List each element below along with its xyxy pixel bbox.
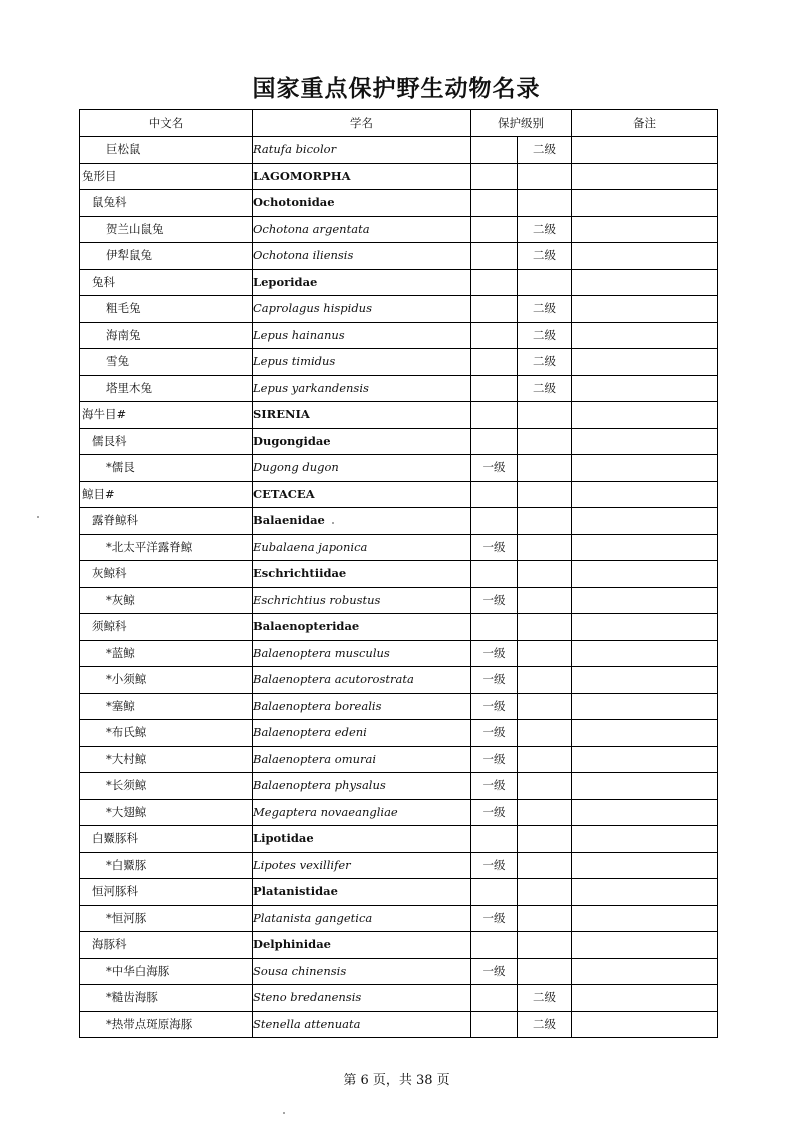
grade-two-cell <box>518 932 572 959</box>
remarks-cell <box>572 720 718 747</box>
remarks-cell <box>572 190 718 217</box>
page-title: 国家重点保护野生动物名录 <box>252 75 541 102</box>
grade-two-cell <box>518 746 572 773</box>
remarks-cell <box>572 932 718 959</box>
table-row <box>80 375 718 402</box>
grade-two-cell: 二级 <box>518 322 572 349</box>
table-row <box>80 508 718 535</box>
grade-one-cell: 一级 <box>471 773 518 800</box>
grade-one-cell <box>471 428 518 455</box>
table-row <box>80 614 718 641</box>
table-row <box>80 402 718 429</box>
grade-one-cell: 一级 <box>471 799 518 826</box>
remarks-cell <box>572 163 718 190</box>
scientific-name-cell: Balaenoptera musculus <box>253 640 471 667</box>
table-row <box>80 163 718 190</box>
grade-two-cell <box>518 640 572 667</box>
grade-two-cell <box>518 561 572 588</box>
chinese-name-cell: *恒河豚 <box>80 905 253 932</box>
remarks-cell <box>572 269 718 296</box>
grade-two-cell: 二级 <box>518 349 572 376</box>
grade-two-cell <box>518 587 572 614</box>
remarks-cell <box>572 693 718 720</box>
grade-two-cell <box>518 905 572 932</box>
chinese-name-cell: 海南兔 <box>80 322 253 349</box>
grade-two-cell: 二级 <box>518 216 572 243</box>
chinese-name-cell: 灰鲸科 <box>80 561 253 588</box>
remarks-cell <box>572 587 718 614</box>
grade-two-cell: 二级 <box>518 137 572 164</box>
grade-one-cell <box>471 269 518 296</box>
grade-two-cell <box>518 534 572 561</box>
grade-one-cell <box>471 985 518 1012</box>
remarks-cell <box>572 799 718 826</box>
grade-one-cell <box>471 402 518 429</box>
scientific-name-cell: Dugongidae <box>253 428 471 455</box>
grade-one-cell <box>471 508 518 535</box>
chinese-name-cell: *中华白海豚 <box>80 958 253 985</box>
scientific-name-cell: SIRENIA <box>253 402 471 429</box>
chinese-name-cell: 贺兰山鼠兔 <box>80 216 253 243</box>
grade-one-cell <box>471 322 518 349</box>
table-row <box>80 985 718 1012</box>
chinese-name-cell: *大翅鲸 <box>80 799 253 826</box>
remarks-cell <box>572 958 718 985</box>
scientific-name-cell: Balaenoptera edeni <box>253 720 471 747</box>
remarks-cell <box>572 428 718 455</box>
scientific-name-cell: Ochotona argentata <box>253 216 471 243</box>
grade-one-cell <box>471 1011 518 1038</box>
grade-one-cell <box>471 375 518 402</box>
chinese-name-cell: 粗毛兔 <box>80 296 253 323</box>
chinese-name-cell: 伊犁鼠兔 <box>80 243 253 270</box>
header-protection-level: 保护级别 <box>471 110 572 137</box>
remarks-cell <box>572 879 718 906</box>
grade-one-cell <box>471 561 518 588</box>
grade-one-cell <box>471 932 518 959</box>
table-row <box>80 826 718 853</box>
scientific-name-cell: Ratufa bicolor <box>253 137 471 164</box>
chinese-name-cell: *塞鲸 <box>80 693 253 720</box>
table-row <box>80 852 718 879</box>
table-row <box>80 428 718 455</box>
scan-speck <box>37 516 39 518</box>
grade-two-cell <box>518 614 572 641</box>
grade-one-cell: 一级 <box>471 852 518 879</box>
scientific-name-cell: Delphinidae <box>253 932 471 959</box>
remarks-cell <box>572 455 718 482</box>
remarks-cell <box>572 534 718 561</box>
chinese-name-cell: *大村鲸 <box>80 746 253 773</box>
table-row <box>80 1011 718 1038</box>
scientific-name-cell: Balaenoptera acutorostrata <box>253 667 471 694</box>
table-row <box>80 269 718 296</box>
protected-species-table <box>79 109 718 1038</box>
grade-one-cell: 一级 <box>471 667 518 694</box>
table-row <box>80 693 718 720</box>
chinese-name-cell: 鼠兔科 <box>80 190 253 217</box>
scientific-name-cell: Balaenidae <box>253 508 471 535</box>
remarks-cell <box>572 773 718 800</box>
scientific-name-cell: Sousa chinensis <box>253 958 471 985</box>
chinese-name-cell: *长须鲸 <box>80 773 253 800</box>
grade-one-cell: 一级 <box>471 640 518 667</box>
scientific-name-cell: Ochotonidae <box>253 190 471 217</box>
remarks-cell <box>572 322 718 349</box>
remarks-cell <box>572 561 718 588</box>
grade-one-cell: 一级 <box>471 746 518 773</box>
table-row <box>80 296 718 323</box>
grade-one-cell: 一级 <box>471 693 518 720</box>
grade-two-cell <box>518 693 572 720</box>
chinese-name-cell: 塔里木兔 <box>80 375 253 402</box>
table-row <box>80 481 718 508</box>
remarks-cell <box>572 1011 718 1038</box>
grade-one-cell <box>471 137 518 164</box>
scientific-name-cell: Platanistidae <box>253 879 471 906</box>
grade-two-cell <box>518 402 572 429</box>
grade-one-cell <box>471 216 518 243</box>
header-remarks: 备注 <box>572 110 718 137</box>
chinese-name-cell: 兔形目 <box>80 163 253 190</box>
grade-two-cell <box>518 773 572 800</box>
grade-one-cell: 一级 <box>471 455 518 482</box>
grade-one-cell <box>471 349 518 376</box>
scientific-name-cell: Balaenoptera omurai <box>253 746 471 773</box>
chinese-name-cell: 露脊鲸科 <box>80 508 253 535</box>
grade-two-cell <box>518 852 572 879</box>
grade-two-cell <box>518 481 572 508</box>
chinese-name-cell: *布氏鲸 <box>80 720 253 747</box>
remarks-cell <box>572 481 718 508</box>
table-row <box>80 905 718 932</box>
table-row <box>80 455 718 482</box>
remarks-cell <box>572 667 718 694</box>
grade-two-cell: 二级 <box>518 1011 572 1038</box>
table-row <box>80 746 718 773</box>
chinese-name-cell: 雪兔 <box>80 349 253 376</box>
table-row <box>80 773 718 800</box>
chinese-name-cell: *白鱀豚 <box>80 852 253 879</box>
remarks-cell <box>572 508 718 535</box>
table-header-row <box>80 110 718 137</box>
table-row <box>80 190 718 217</box>
remarks-cell <box>572 243 718 270</box>
table-row <box>80 243 718 270</box>
grade-one-cell <box>471 243 518 270</box>
table-row <box>80 534 718 561</box>
grade-two-cell <box>518 799 572 826</box>
scientific-name-cell: Balaenopteridae <box>253 614 471 641</box>
remarks-cell <box>572 614 718 641</box>
chinese-name-cell: *热带点斑原海豚 <box>80 1011 253 1038</box>
remarks-cell <box>572 296 718 323</box>
chinese-name-cell: *北太平洋露脊鲸 <box>80 534 253 561</box>
grade-two-cell <box>518 720 572 747</box>
scientific-name-cell: Lipotidae <box>253 826 471 853</box>
scientific-name-cell: Megaptera novaeangliae <box>253 799 471 826</box>
header-chinese-name: 中文名 <box>80 110 253 137</box>
table-row <box>80 958 718 985</box>
table-row <box>80 216 718 243</box>
grade-two-cell <box>518 428 572 455</box>
remarks-cell <box>572 402 718 429</box>
grade-two-cell <box>518 508 572 535</box>
table-body <box>80 137 718 1038</box>
grade-two-cell <box>518 667 572 694</box>
table-row <box>80 587 718 614</box>
chinese-name-cell: 儒艮科 <box>80 428 253 455</box>
chinese-name-cell: 海豚科 <box>80 932 253 959</box>
chinese-name-cell: *蓝鲸 <box>80 640 253 667</box>
remarks-cell <box>572 640 718 667</box>
scan-speck <box>332 522 334 524</box>
grade-two-cell: 二级 <box>518 375 572 402</box>
chinese-name-cell: *灰鲸 <box>80 587 253 614</box>
remarks-cell <box>572 137 718 164</box>
grade-one-cell: 一级 <box>471 905 518 932</box>
remarks-cell <box>572 852 718 879</box>
table-row <box>80 349 718 376</box>
header-scientific-name: 学名 <box>253 110 471 137</box>
chinese-name-cell: *糙齿海豚 <box>80 985 253 1012</box>
scientific-name-cell: Eubalaena japonica <box>253 534 471 561</box>
remarks-cell <box>572 746 718 773</box>
table-row <box>80 720 718 747</box>
remarks-cell <box>572 826 718 853</box>
scientific-name-cell: Steno bredanensis <box>253 985 471 1012</box>
remarks-cell <box>572 216 718 243</box>
table-row <box>80 640 718 667</box>
grade-one-cell <box>471 614 518 641</box>
scientific-name-cell: Platanista gangetica <box>253 905 471 932</box>
chinese-name-cell: 白鱀豚科 <box>80 826 253 853</box>
grade-one-cell <box>471 190 518 217</box>
scientific-name-cell: Caprolagus hispidus <box>253 296 471 323</box>
chinese-name-cell: 鲸目# <box>80 481 253 508</box>
scientific-name-cell: Ochotona iliensis <box>253 243 471 270</box>
page-footer: 第 6 页，共 38 页 <box>343 1073 450 1088</box>
table-row <box>80 879 718 906</box>
scientific-name-cell: Balaenoptera borealis <box>253 693 471 720</box>
remarks-cell <box>572 375 718 402</box>
scientific-name-cell: Eschrichtiidae <box>253 561 471 588</box>
grade-one-cell: 一级 <box>471 720 518 747</box>
scientific-name-cell: Lepus yarkandensis <box>253 375 471 402</box>
grade-two-cell <box>518 826 572 853</box>
grade-two-cell: 二级 <box>518 243 572 270</box>
chinese-name-cell: 海牛目# <box>80 402 253 429</box>
grade-one-cell <box>471 163 518 190</box>
table-row <box>80 137 718 164</box>
scientific-name-cell: Lipotes vexillifer <box>253 852 471 879</box>
chinese-name-cell: 须鲸科 <box>80 614 253 641</box>
table-row <box>80 799 718 826</box>
grade-two-cell <box>518 455 572 482</box>
grade-two-cell <box>518 190 572 217</box>
grade-two-cell <box>518 879 572 906</box>
grade-one-cell <box>471 826 518 853</box>
grade-two-cell <box>518 958 572 985</box>
grade-one-cell <box>471 879 518 906</box>
grade-one-cell: 一级 <box>471 587 518 614</box>
chinese-name-cell: *儒艮 <box>80 455 253 482</box>
scientific-name-cell: Stenella attenuata <box>253 1011 471 1038</box>
table-row <box>80 322 718 349</box>
chinese-name-cell: 巨松鼠 <box>80 137 253 164</box>
scientific-name-cell: Eschrichtius robustus <box>253 587 471 614</box>
scientific-name-cell: LAGOMORPHA <box>253 163 471 190</box>
grade-one-cell: 一级 <box>471 958 518 985</box>
remarks-cell <box>572 349 718 376</box>
scientific-name-cell: Lepus timidus <box>253 349 471 376</box>
scientific-name-cell: CETACEA <box>253 481 471 508</box>
grade-one-cell <box>471 296 518 323</box>
table-row <box>80 932 718 959</box>
chinese-name-cell: 恒河豚科 <box>80 879 253 906</box>
grade-one-cell: 一级 <box>471 534 518 561</box>
chinese-name-cell: *小须鲸 <box>80 667 253 694</box>
remarks-cell <box>572 985 718 1012</box>
grade-two-cell <box>518 269 572 296</box>
scientific-name-cell: Lepus hainanus <box>253 322 471 349</box>
chinese-name-cell: 兔科 <box>80 269 253 296</box>
table-row <box>80 561 718 588</box>
scan-speck <box>283 1112 285 1114</box>
scientific-name-cell: Leporidae <box>253 269 471 296</box>
grade-two-cell <box>518 163 572 190</box>
table-row <box>80 667 718 694</box>
remarks-cell <box>572 905 718 932</box>
grade-two-cell: 二级 <box>518 296 572 323</box>
scientific-name-cell: Dugong dugon <box>253 455 471 482</box>
grade-one-cell <box>471 481 518 508</box>
scientific-name-cell: Balaenoptera physalus <box>253 773 471 800</box>
grade-two-cell: 二级 <box>518 985 572 1012</box>
